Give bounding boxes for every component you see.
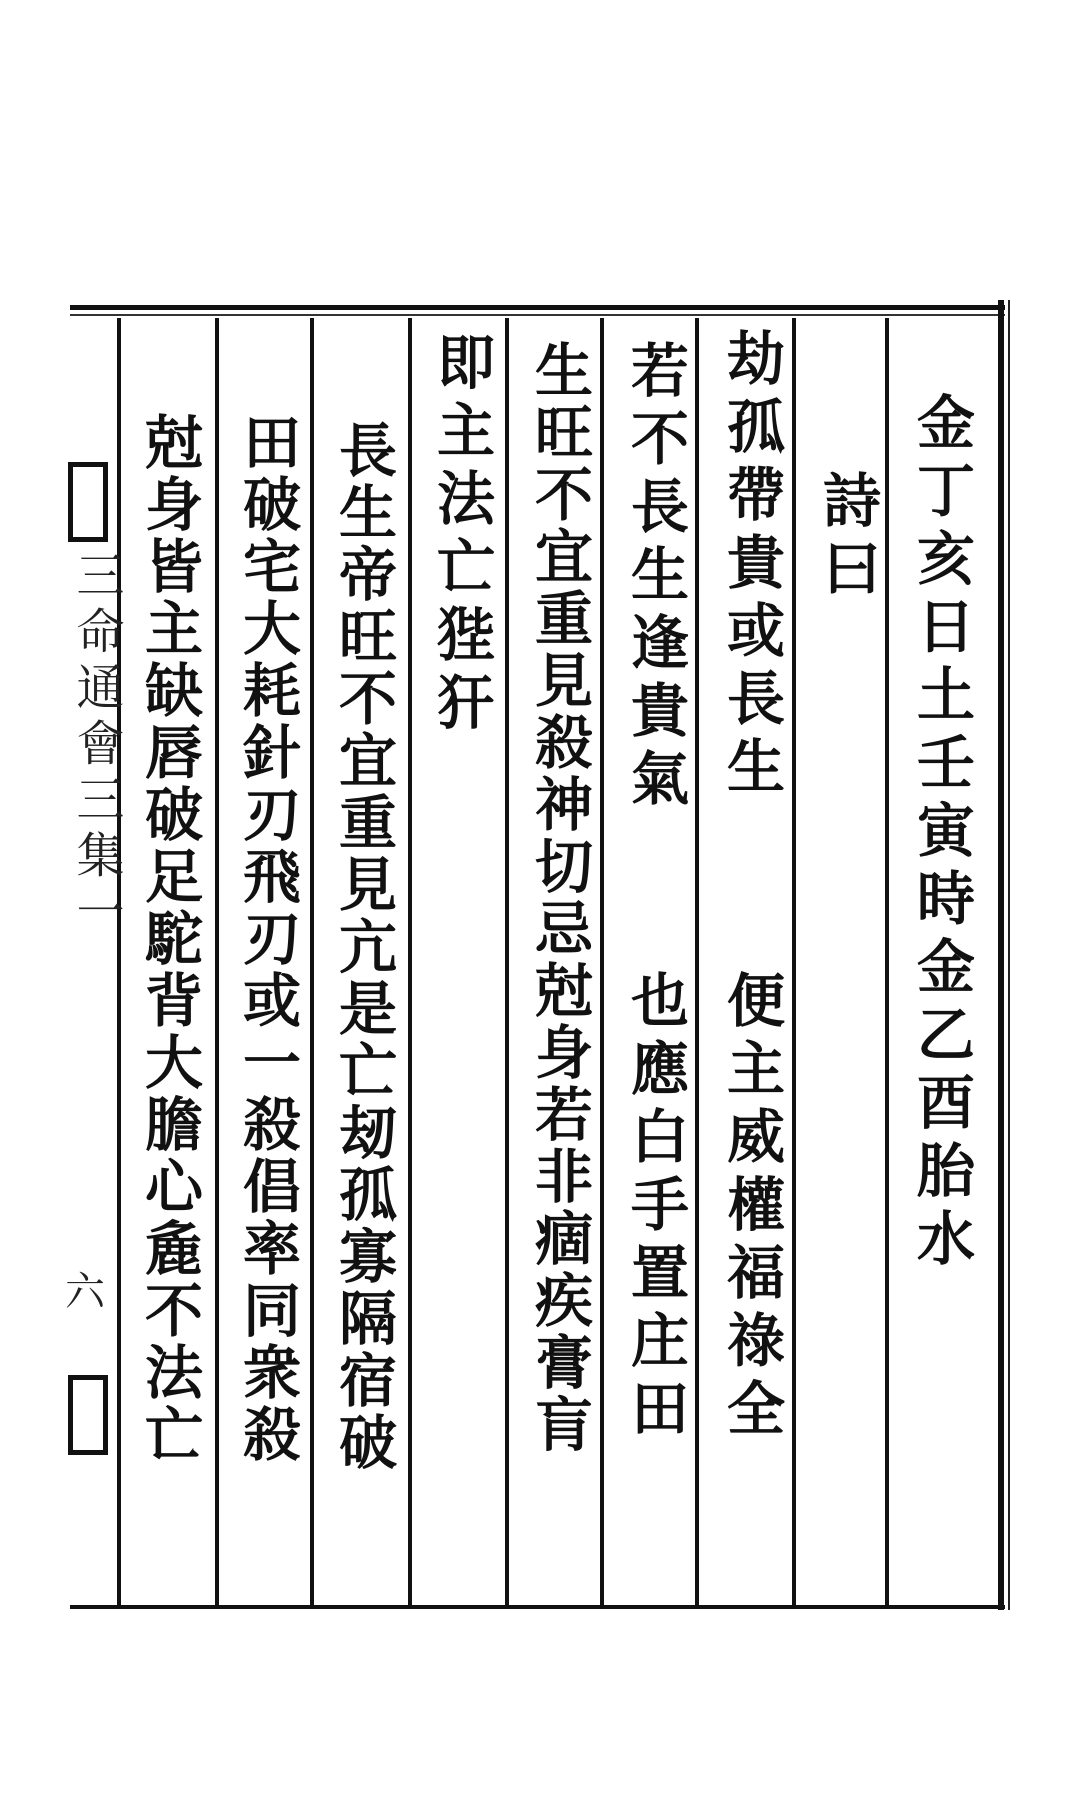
text-column-2: 詩曰 — [813, 470, 881, 606]
column-divider — [310, 318, 314, 1605]
text-column-8: 田破宅大耗針刃飛刃或一殺倡率同衆殺 — [233, 412, 301, 1466]
margin-title: 三命通會三集一 — [68, 550, 124, 942]
verse-line-1: 劫孤帶貴或長生 — [717, 328, 785, 804]
column-divider — [408, 318, 412, 1605]
text-column-4-upper — [621, 340, 689, 816]
text-column-3-lower — [717, 970, 785, 1446]
text-column-4-lower — [621, 970, 689, 1446]
verse-line-3: 若不長生逢貴氣 — [621, 340, 689, 816]
text-column-7: 長生帝旺不宜重見亢是亡刼孤寡隔宿破 — [329, 420, 397, 1474]
column-divider — [215, 318, 219, 1605]
column-divider — [792, 318, 796, 1605]
frame-right-inner-border — [1008, 300, 1010, 1610]
frame-bottom-border — [70, 1605, 1005, 1609]
column-divider — [885, 318, 889, 1605]
column-divider — [695, 318, 699, 1605]
text-column-3-upper — [717, 328, 785, 804]
text-column-1: 金丁亥日土壬寅時金乙酉胎水 — [907, 392, 975, 1276]
text-column-5: 生旺不宜重見殺神切忌尅身若非痼疾膏肓 — [525, 340, 593, 1456]
column-divider — [505, 318, 509, 1605]
frame-right-border — [998, 300, 1004, 1610]
text-column-9: 尅身皆主缺唇破足駝背大膽心麁不法亡 — [135, 412, 203, 1466]
verse-line-2: 便主威權福祿全 — [717, 970, 785, 1446]
fish-tail-mark-top — [68, 462, 108, 542]
frame-top-inner-border — [70, 314, 1005, 316]
page-number: 六 — [65, 1269, 109, 1315]
text-column-6: 即主法亡狴犴 — [427, 332, 495, 740]
verse-line-4: 也應白手置庄田 — [621, 970, 689, 1446]
fish-tail-mark-bottom — [68, 1375, 108, 1455]
frame-top-border — [70, 305, 1005, 310]
column-divider — [117, 318, 121, 1605]
column-divider — [600, 318, 604, 1605]
